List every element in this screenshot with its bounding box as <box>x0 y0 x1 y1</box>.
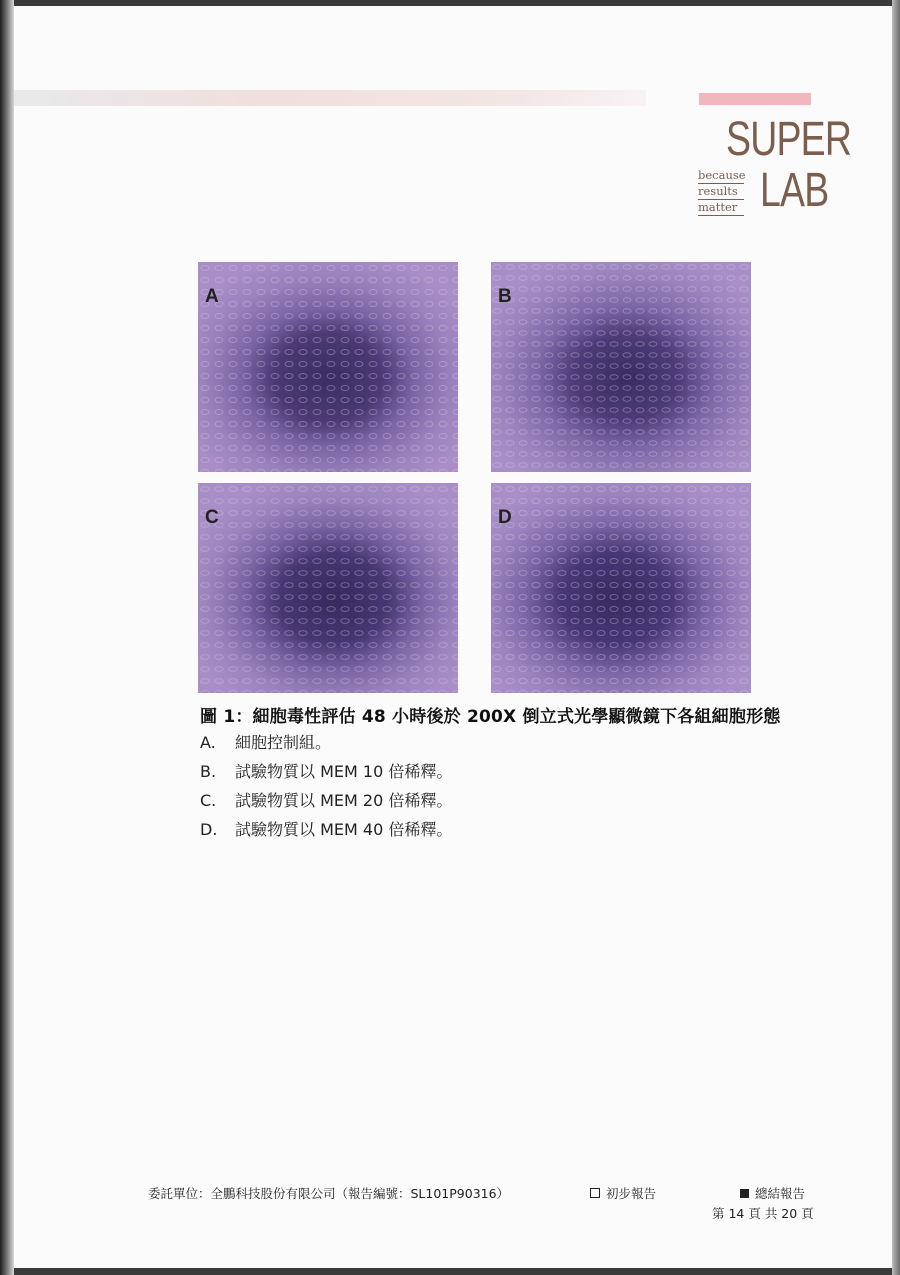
logo-word-lab: LAB <box>760 164 829 217</box>
preliminary-label: 初步報告 <box>606 1186 657 1201</box>
figure-caption: 圖 1：細胞毒性評估 48 小時後於 200X 倒立式光學顯微鏡下各組細胞形態 <box>200 707 781 727</box>
footer-client: 委託單位：全鵬科技股份有限公司（報告編號：SL101P90316） <box>148 1186 510 1201</box>
legend-text: 試驗物質以 MEM 40 倍稀釋。 <box>235 820 453 839</box>
legend-key: C. <box>200 791 217 810</box>
logo-word-super: SUPER <box>726 113 852 166</box>
footer-final-report <box>740 1184 805 1202</box>
micrograph-image <box>491 483 751 693</box>
legend-item <box>200 815 452 844</box>
unchecked-box-icon <box>590 1188 600 1198</box>
scan-edge-right <box>892 0 900 1275</box>
micrograph-image <box>198 262 458 472</box>
logo-tagline-line: because <box>698 168 746 182</box>
logo-tagline-line: matter <box>698 200 744 216</box>
micrograph-panel-d <box>491 483 751 693</box>
legend-key: A. <box>200 733 216 752</box>
legend-text: 細胞控制組。 <box>235 733 332 752</box>
logo-accent-bar <box>699 93 811 105</box>
micrograph-panel-b <box>491 262 751 472</box>
header-band <box>14 90 646 106</box>
micrograph-image <box>198 483 458 693</box>
panel-label: C <box>205 507 219 528</box>
legend-item <box>200 728 452 757</box>
panel-label: D <box>498 507 512 528</box>
legend-item <box>200 757 452 786</box>
legend-key: D. <box>200 820 218 839</box>
final-label: 總結報告 <box>755 1186 806 1201</box>
footer-page-number: 第 14 頁 共 20 頁 <box>712 1206 814 1221</box>
legend-text: 試驗物質以 MEM 20 倍稀釋。 <box>235 791 453 810</box>
checked-box-icon <box>740 1189 749 1198</box>
micrograph-panel-a <box>198 262 458 472</box>
legend-key: B. <box>200 762 217 781</box>
legend-text: 試驗物質以 MEM 10 倍稀釋。 <box>235 762 453 781</box>
panel-label: B <box>498 286 512 307</box>
logo-tagline-line: results <box>698 184 744 200</box>
footer-preliminary-report <box>590 1184 656 1202</box>
logo-tagline <box>698 168 744 216</box>
legend-item <box>200 786 452 815</box>
figure-legend <box>200 728 452 844</box>
panel-label: A <box>205 286 219 307</box>
micrograph-image <box>491 262 751 472</box>
micrograph-panel-c <box>198 483 458 693</box>
scan-shadow-left <box>0 0 14 1275</box>
